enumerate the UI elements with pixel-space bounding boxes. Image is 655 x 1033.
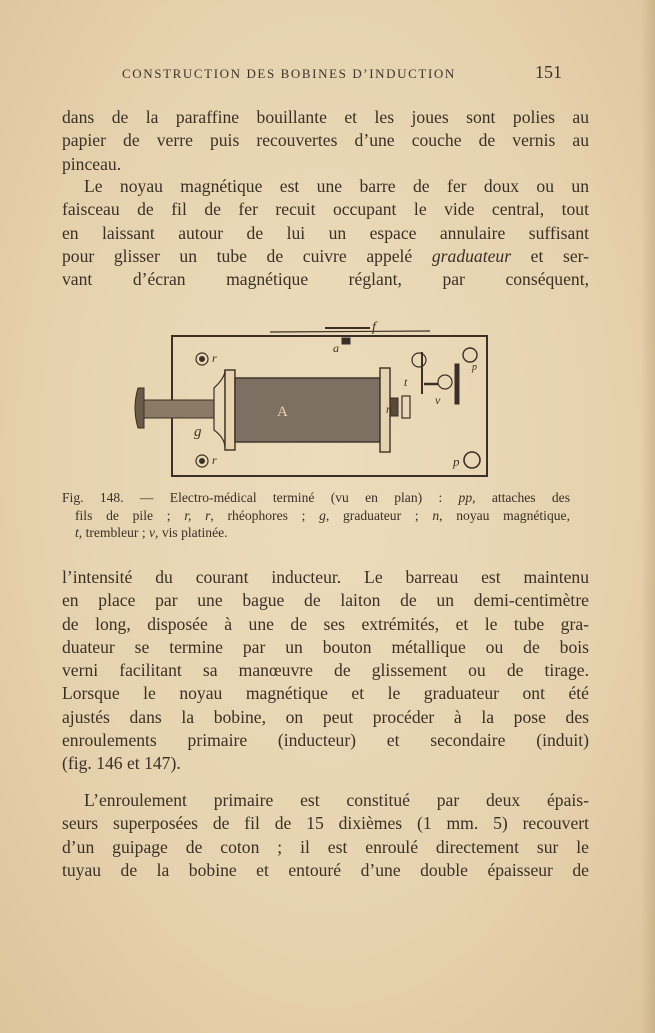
text-line: d’un guipage de coton ; il est enroulé directement sur le: [62, 836, 589, 857]
caption-italic: n: [432, 507, 440, 523]
label-t: t: [404, 375, 408, 389]
label-p-top: p: [472, 362, 477, 373]
caption-text: , rhéophores ;: [210, 507, 320, 523]
caption-line: [62, 507, 570, 525]
caption-text: , trembleur ;: [78, 525, 149, 540]
figure-caption: [62, 489, 570, 542]
top-rod: [270, 331, 430, 332]
caption-italic: r, r: [184, 507, 211, 523]
page-number: 151: [535, 62, 562, 82]
text-line: L’enroulement primaire est constitué par deux épais-: [84, 790, 589, 810]
terminal-p-top: [463, 348, 477, 362]
paragraph-2: [62, 175, 589, 291]
text-line: pinceau.: [62, 153, 122, 174]
caption-text: , vis platinée.: [155, 525, 228, 540]
caption-text: , attaches des: [472, 490, 571, 505]
caption-italic: t: [75, 525, 79, 540]
paragraph-4: [62, 789, 589, 882]
caption-text: Fig. 148. — Electro-médical terminé (vu en plan) :: [62, 490, 459, 505]
text-line: ajustés dans la bobine, on peut procéder à la pose des: [62, 706, 589, 727]
text-segment: pour glisser un tube de cuivre appelé: [62, 245, 432, 266]
graduator-tube: [144, 400, 214, 418]
label-r-top: r: [212, 351, 217, 365]
caption-line: [62, 489, 570, 507]
trembleur-disc: [412, 353, 426, 367]
text-line: duateur se termine par un bouton métallique ou de bois: [62, 636, 589, 657]
text-line: de long, disposée à une de ses extrémités, et le tube gra-: [62, 613, 589, 634]
figure-148-induction-coil-illustration: [130, 318, 495, 483]
label-v: v: [435, 393, 441, 407]
screw-head: [438, 375, 452, 389]
text-segment: et ser-: [511, 245, 589, 266]
text-line: vant d’écran magnétique réglant, par conséquent,: [62, 269, 589, 290]
text-line: l’intensité du courant inducteur. Le barreau est maintenu: [62, 567, 589, 587]
text-line: seurs superposées de fil de 15 dixièmes (1 mm. 5) recouvert: [62, 813, 589, 834]
text-line: Le noyau magnétique est une barre de fer doux ou un: [84, 176, 589, 196]
text-line: [62, 245, 589, 268]
text-line: verni facilitant sa manœuvre de glissement ou de tirage.: [62, 660, 589, 681]
label-r-bottom: r: [212, 453, 217, 467]
caption-italic: pp: [458, 490, 473, 505]
page-edge-shadow: [641, 0, 655, 1033]
coil-winding-A: [235, 378, 380, 442]
caption-line: [62, 524, 570, 542]
label-p-bottom: p: [453, 454, 460, 469]
left-flange-bulge: [214, 370, 225, 448]
text-line: papier de verre puis recouvertes d’une couche de vernis au: [62, 130, 589, 151]
text-line: Lorsque le noyau magnétique et le graduateur ont été: [62, 683, 589, 704]
text-line: enroulements primaire (inducteur) et secondaire (induit): [62, 730, 589, 751]
caption-italic: v: [149, 525, 156, 540]
graduator-knob: [135, 388, 144, 428]
label-g: g: [194, 424, 202, 440]
terminal-p-bottom: [464, 452, 480, 468]
label-a: a: [333, 341, 339, 355]
clamp-a: [342, 338, 350, 344]
label-f: f: [372, 320, 376, 335]
label-A: A: [277, 404, 288, 420]
text-line: en laissant autour de lui un espace annulaire suffisant: [62, 222, 589, 243]
text-line: (fig. 146 et 147).: [62, 753, 181, 774]
text-line: dans de la paraffine bouillante et les joues sont polies au: [62, 107, 589, 127]
caption-text: fils de pile ;: [75, 507, 185, 523]
left-flange: [225, 370, 235, 450]
caption-text: , noyau magnétique,: [439, 507, 570, 523]
paragraph-3: [62, 566, 589, 776]
label-n: n: [386, 402, 392, 416]
text-line: faisceau de fil de fer recuit occupant le vide central, tout: [62, 199, 589, 220]
italic-term: graduateur: [431, 245, 512, 266]
text-line: en place par une bague de laiton de un demi-centimètre: [62, 590, 589, 611]
caption-italic: g: [319, 507, 326, 523]
running-header: CONSTRUCTION DES BOBINES D’INDUCTION: [122, 66, 456, 81]
text-line: tuyau de la bobine et entouré d’une double épaisseur de: [62, 859, 589, 880]
caption-text: , graduateur ;: [325, 507, 433, 523]
paragraph-1: [62, 106, 589, 176]
screw-post: [455, 364, 459, 404]
contact-block: [402, 396, 410, 418]
